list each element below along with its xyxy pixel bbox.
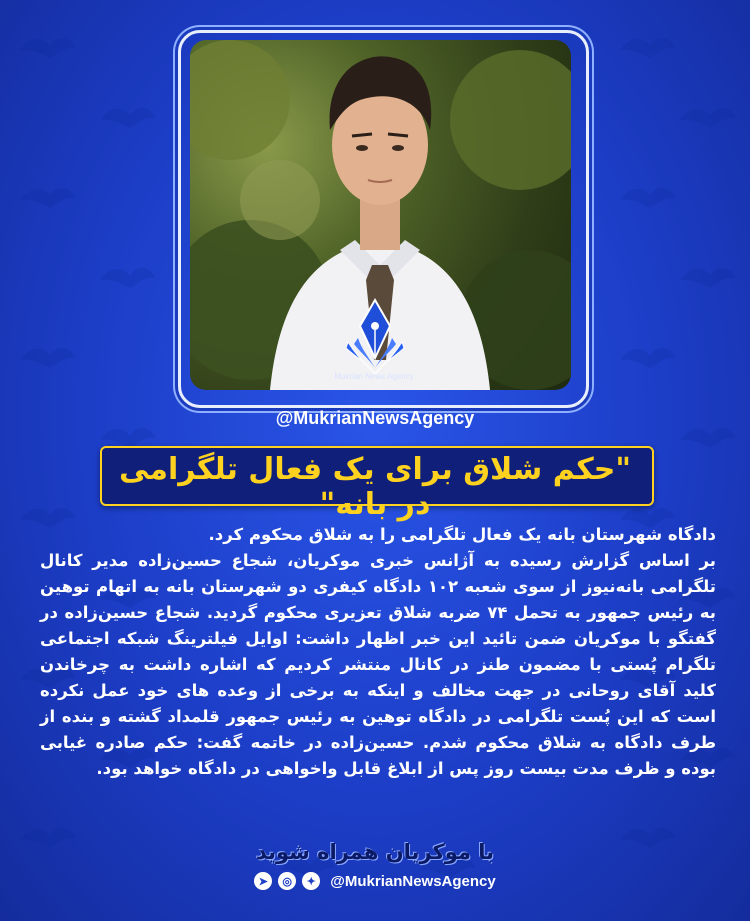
instagram-icon: ◎ — [278, 872, 296, 890]
agency-handle-top: @MukrianNewsAgency — [275, 408, 475, 428]
logo-caption: Mukrian News Agency — [334, 372, 414, 381]
agency-handle-bottom: @MukrianNewsAgency — [330, 872, 496, 890]
footer-social-row — [0, 872, 750, 890]
news-body — [40, 522, 716, 782]
headline: "حکم شلاق برای یک فعال تلگرامی در بانه" — [119, 452, 631, 522]
agency-logo-icon — [344, 298, 406, 376]
body-paragraph-lead: دادگاه شهرستان بانه یک فعال تلگرامی را به شلاق محکوم کرد. — [208, 525, 716, 544]
footer-slogan: با موکریان همراه شوید — [256, 840, 494, 864]
body-paragraph-main: بر اساس گزارش رسیده به آژانس خبری موکریان، شجاع حسین‌زاده مدیر کانال تلگرامی بانه‌نیوز از سوی شعبه ۱۰۲ دادگاه کیفری دو شهرستان بانه به اتهام توهین به رئیس جمهور به تحمل ۷۴ ضربه شلاق تعزیری محکوم گردید. شجاع حسین‌زاده در گفتگو با موکریان ضمن تائید این خبر اظهار داشت: اوایل فیلترینگ شبکه اجتماعی تلگرام پُستی با مضمون طنز در کانال منتشر کردیم که اشاره داشت به چرخاندن کلید آقای روحانی در جهت مخالف و اینکه به برخی از وعده های خود عمل نکرده است که این پُست تلگرامی در دادگاه توهین به رئیس جمهور قلمداد گشته و بنده از طرف دادگاه به شلاق محکوم شدم. حسین‌زاده در خاتمه گفت: حکم صادره غیابی بوده و ظرف مدت بیست روز پس از ابلاغ قابل واخواهی در دادگاه خواهد بود. — [40, 551, 716, 778]
telegram-icon: ➤ — [254, 872, 272, 890]
twitter-icon: ✦ — [302, 872, 320, 890]
